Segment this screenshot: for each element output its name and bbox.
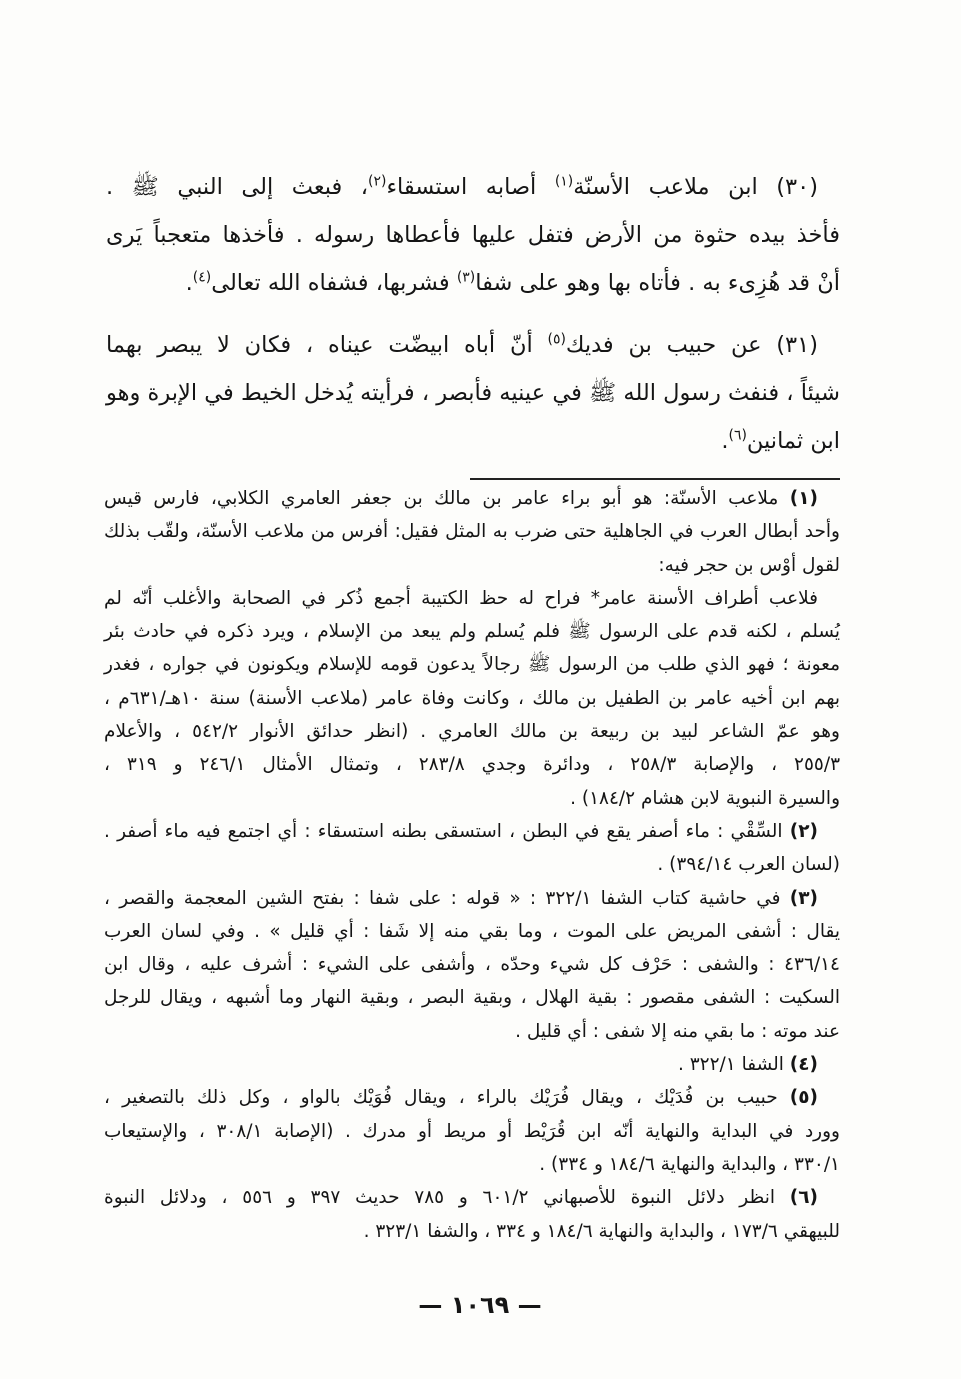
footnote-ref-3: (٣)	[456, 269, 476, 286]
entry-30-line-2: فأخذ بيده حثوة من الأرض فتفل عليها فأعطاها رسوله . فأخذها متعجباً يَرى	[106, 222, 840, 248]
footnote-line: وورد في البداية والنهاية أنّه ابن قُرَيْط أو مريط أو مدرك . (الإصابة ٣٠٨/١ ، والإستيعاب	[104, 1120, 840, 1142]
footnote-line: عند موته : ما بقي منه إلا شفى : أي قليل .	[515, 1020, 840, 1042]
footnote-2	[104, 815, 840, 882]
text-segment: .	[721, 428, 729, 454]
footnote-line	[104, 815, 840, 848]
entry-30-line-3	[106, 259, 840, 307]
text-segment: أنّ أباه ابيضّت عيناه ، فكان لا يبصر بهما	[106, 332, 548, 358]
footnote-text: الشفا ٣٢٢/١ .	[677, 1054, 784, 1076]
entry-31-line-2: شيئاً ، فنفث رسول الله ﷺ في عينيه فأبصر ، فرأيته يُدخل الخيط في الإبرة وهو	[106, 380, 840, 406]
footnote-text: انظر دلائل النبوة للأصبهاني ٦٠١/٢ و ٧٨٥ حديث ٣٩٧ و ٥٥٦ ، ودلائل النبوة	[104, 1187, 775, 1209]
footnote-number: (٦)	[789, 1187, 818, 1209]
footnote-ref-2: (٢)	[368, 173, 387, 190]
footnote-line	[104, 1048, 840, 1081]
footnote-ref-5: (٥)	[547, 331, 566, 348]
footnote-text: في حاشية كتاب الشفا ٣٢٢/١ : « قوله : على شفا : بفتح الشين المعجمة والقصر ،	[104, 887, 781, 909]
footnote-text: السِّقْي : ماء أصفر يقع في البطن ، استسقى بطنه استسقاء : أي اجتمع فيه ماء أصفر .	[104, 820, 783, 842]
footnote-line: فلاعب أطراف الأسنة عامر* فراح له حظ الكتيبة أجمع ذُكر في الصحابة والأغلب أنّه لم	[104, 587, 818, 609]
footnote-line: ٤٣٦/١٤ : والشفى : حَرْف كل شيء وحدّه ، وأشفى على الشيء : أشرف عليه ، وقال ابن	[104, 954, 840, 976]
footnote-text: ملاعب الأسنّة: هو أبو براء عامر بن مالك بن جعفر العامري الكلابي، فارس قيس	[104, 488, 779, 509]
footnote-number: (٣)	[789, 887, 818, 909]
footnote-line: معونة ؛ فهو الذي طلب من الرسول ﷺ رجالاً يدعون قومه للإسلام ويكونون في جواره ، فغدر	[104, 654, 840, 676]
footnote-number: (٤)	[789, 1054, 818, 1076]
footnote-line	[104, 482, 840, 515]
footnote-line: والسيرة النبوية لابن هشام ١٨٤/٢) .	[570, 787, 840, 809]
footnote-line: ٣٣٠/١ ، والبداية والنهاية ١٨٤/٦ و ٣٣٤) .	[539, 1153, 840, 1175]
footnote-1	[104, 482, 840, 815]
footnote-number: (٥)	[789, 1087, 818, 1109]
text-segment: أنْ قد هُزِىء به . فأتاه بها وهو على شفا	[475, 270, 840, 296]
footnote-line	[104, 1181, 840, 1214]
footnote-line	[104, 882, 840, 915]
entry-30	[106, 163, 840, 307]
entry-30-line-1	[106, 163, 840, 211]
footnote-ref-1: (١)	[554, 173, 574, 190]
footnote-number: (٢)	[789, 820, 818, 842]
footnotes	[104, 482, 840, 1248]
footnote-5	[104, 1081, 840, 1181]
text-segment: ، فبعث إلى النبي ﷺ .	[106, 174, 369, 200]
footnote-number: (١)	[789, 488, 818, 509]
footnote-ref-6: (٦)	[728, 427, 747, 444]
footnote-line: يُسلم ، لكنه قدم على الرسول ﷺ فلم يُسلم ولم يبعد من الإسلام ، ويرد ذكره في حادث بئر	[104, 621, 840, 643]
text-segment: أصابه استسقاء	[386, 174, 555, 200]
main-text	[106, 163, 840, 465]
footnote-line: لقول أوْس بن حجر فيه:	[658, 554, 840, 576]
footnote-line: بهم ابن أخيه عامر بن الطفيل بن مالك ، وكانت وفاة عامر (ملاعب الأسنة) سنة ١٠هـ/٦٣١م ،	[104, 687, 840, 709]
text-segment: .	[185, 270, 193, 296]
text-segment: (٣٠) ابن ملاعب الأسنّة	[573, 174, 818, 200]
entry-31	[106, 321, 840, 465]
footnote-6	[104, 1181, 840, 1248]
footnote-separator	[470, 478, 840, 480]
footnote-ref-4: (٤)	[192, 269, 212, 286]
footnote-line	[104, 1081, 840, 1114]
footnote-line: للبيهقي ١٧٣/٦ ، والبداية والنهاية ١٨٤/٦ و ٣٣٤ ، والشفا ٣٢٣/١ .	[363, 1220, 840, 1242]
footnote-line: (لسان العرب ٣٩٤/١٤) .	[657, 854, 840, 876]
footnote-line: السكيت : الشفى مقصور : بقية الهلال ، وبقية البصر ، وبقية النهار وما أشبهه ، ويقال للرجل	[104, 987, 840, 1009]
footnote-line: وهو عمّ الشاعر لبيد بن ربيعة بن مالك العامري . (انظر حدائق الأنوار ٥٤٢/٢ ، والأعلام	[104, 721, 840, 743]
footnote-text: حبيب بن فُدَيْك ، ويقال فُرَيْك بالراء ، ويقال فُوَيْك بالواو ، وكل ذلك بالتصغير ،	[104, 1087, 778, 1109]
footnote-line: ٢٥٥/٣ ، والإصابة ٢٥٨/٣ ، ودائرة وجدي ٢٨٣/٨ ، وتمثال الأمثال ٢٤٦/١ و ٣١٩ ،	[104, 754, 841, 776]
text-segment: (٣١) عن حبيب بن فديك	[565, 332, 818, 358]
entry-31-line-3	[106, 417, 840, 465]
footnote-line: يقال : أشفى المريض على الموت ، وما بقي منه إلا شَفا : أي قليل » . وفي لسان العرب	[104, 920, 840, 942]
page-number: — ١٠٦٩ —	[418, 1291, 542, 1319]
footnote-3	[104, 882, 840, 1048]
text-segment: فشربها، فشفاه الله تعالى	[211, 270, 457, 296]
text-segment: ابن ثمانين	[746, 428, 840, 454]
entry-31-line-1	[106, 321, 840, 369]
footnote-4	[104, 1048, 840, 1081]
footnote-line: وأحد أبطال العرب في الجاهلية حتى ضرب به المثل فقيل: أفرس من ملاعب الأسنّة، ولقّب بذلك	[104, 521, 840, 543]
